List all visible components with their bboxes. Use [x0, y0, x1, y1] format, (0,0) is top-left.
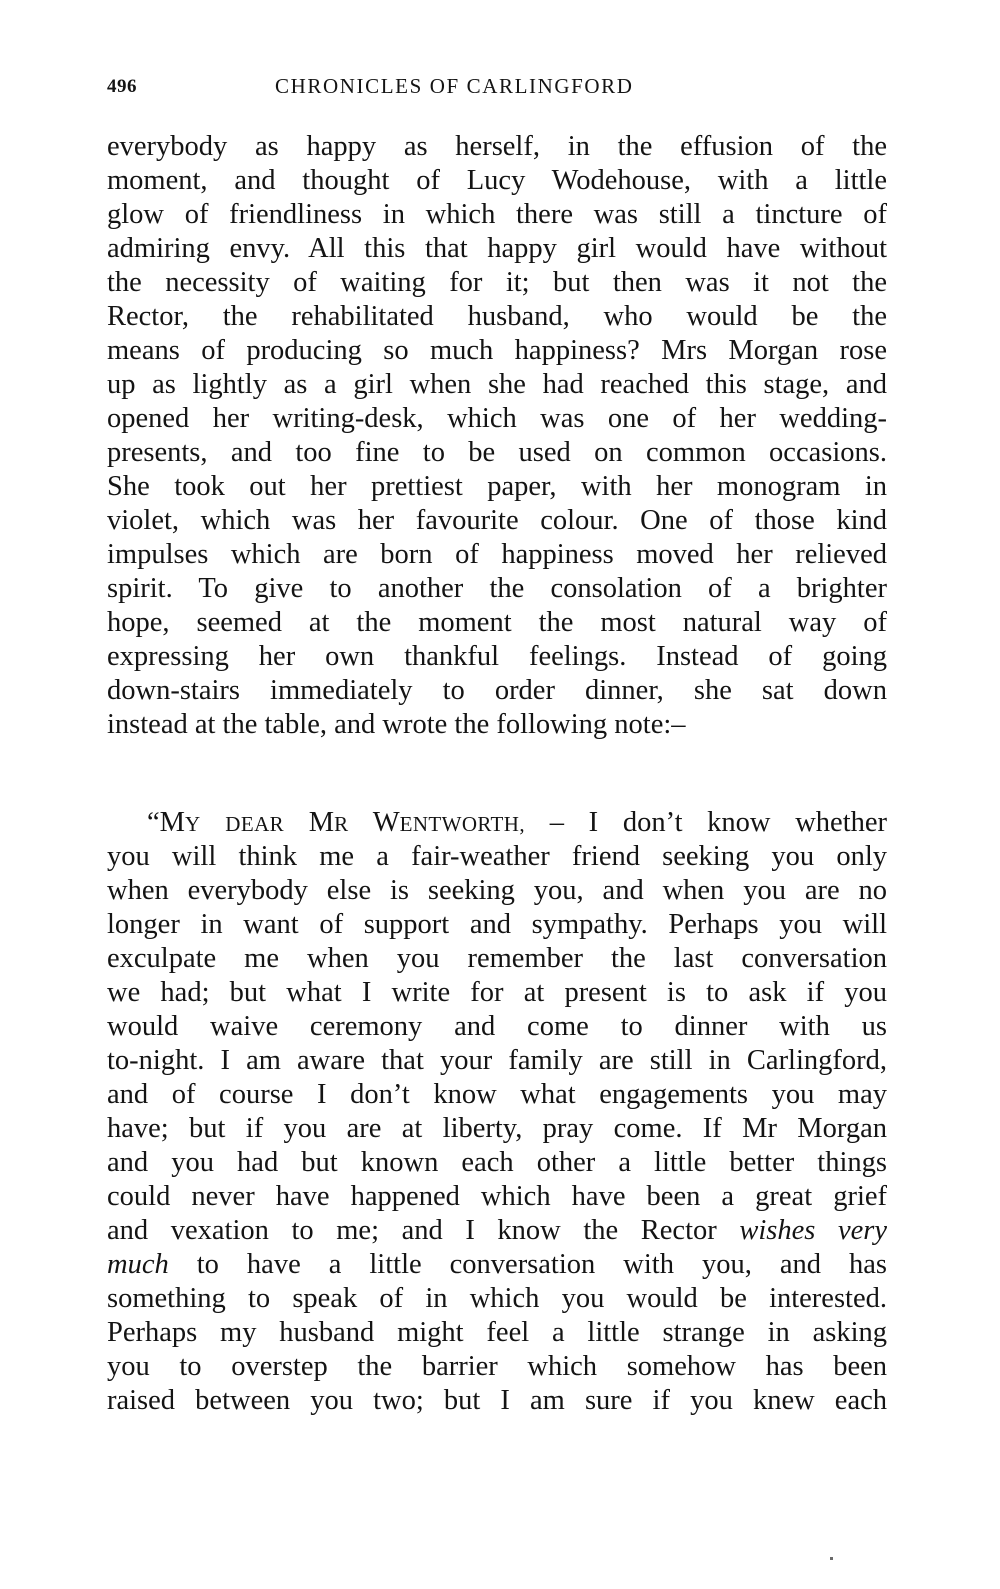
- text-line: and of course I don’t know what engagements you may: [107, 1079, 887, 1110]
- text-line: admiring envy. All this that happy girl would have without: [107, 233, 887, 264]
- text-line: you to overstep the barrier which somehow has been: [107, 1351, 887, 1382]
- salutation-after: – I don’t know whether: [525, 807, 887, 838]
- text-line: hope, seemed at the moment the most natural way of: [107, 607, 887, 638]
- text-line: means of producing so much happiness? Mrs Morgan rose: [107, 335, 887, 366]
- print-speck: [830, 1557, 833, 1560]
- text-line: Perhaps my husband might feel a little strange in asking: [107, 1317, 887, 1348]
- text-line: you will think me a fair-weather friend seeking you only: [107, 841, 887, 872]
- salutation-name: WENTWORTH,: [372, 807, 526, 838]
- text-line: She took out her prettiest paper, with her monogram in: [107, 471, 887, 502]
- emphasis-text: much: [107, 1249, 169, 1280]
- text-line-emphasis: and vexation to me; and I know the Rector wishes very: [107, 1215, 887, 1246]
- text-line: presents, and too fine to be used on common occasions.: [107, 437, 887, 468]
- text-line: glow of friendliness in which there was still a tincture of: [107, 199, 887, 230]
- emphasis-text: wishes very: [739, 1215, 887, 1246]
- running-head: [107, 74, 887, 102]
- salutation-mr: MR: [308, 807, 349, 838]
- text-line: moment, and thought of Lucy Wodehouse, with a little: [107, 165, 887, 196]
- text-line: something to speak of in which you would be interested.: [107, 1283, 887, 1314]
- text-line: could never have happened which have been a great grief: [107, 1181, 887, 1212]
- salutation-dear: DEAR: [225, 812, 285, 836]
- text-line: violet, which was her favourite colour. One of those kind: [107, 505, 887, 536]
- paragraph-gap: [107, 742, 887, 806]
- letter-salutation-line: [107, 806, 887, 840]
- text-line: impulses which are born of happiness moved her relieved: [107, 539, 887, 570]
- body-text: [107, 130, 887, 1418]
- letter-paragraph: [107, 806, 887, 1418]
- salutation-my: MY: [159, 807, 201, 838]
- open-quote: “: [147, 807, 160, 838]
- text-line: exculpate me when you remember the last conversation: [107, 943, 887, 974]
- text-line: up as lightly as a girl when she had reached this stage, and: [107, 369, 887, 400]
- text-line: to-night. I am aware that your family are still in Carlingford,: [107, 1045, 887, 1076]
- text-line: Rector, the rehabilitated husband, who would be the: [107, 301, 887, 332]
- book-title: CHRONICLES OF CARLINGFORD: [275, 74, 634, 98]
- text-line: opened her writing-desk, which was one of her wedding-: [107, 403, 887, 434]
- text-line: we had; but what I write for at present is to ask if you: [107, 977, 887, 1008]
- text-line: raised between you two; but I am sure if you knew each: [107, 1385, 887, 1416]
- text-line: spirit. To give to another the consolation of a brighter: [107, 573, 887, 604]
- text-line: would waive ceremony and come to dinner with us: [107, 1011, 887, 1042]
- text-line: when everybody else is seeking you, and when you are no: [107, 875, 887, 906]
- text-line: instead at the table, and wrote the following note:–: [107, 709, 686, 740]
- text-line: expressing her own thankful feelings. Instead of going: [107, 641, 887, 672]
- text-line: the necessity of waiting for it; but then was it not the: [107, 267, 887, 298]
- text-line: have; but if you are at liberty, pray come. If Mr Morgan: [107, 1113, 887, 1144]
- narrative-paragraph: [107, 130, 887, 742]
- text-line: longer in want of support and sympathy. Perhaps you will: [107, 909, 887, 940]
- text-line: down-stairs immediately to order dinner, she sat down: [107, 675, 887, 706]
- page-number: 496: [107, 76, 137, 97]
- text-line: everybody as happy as herself, in the effusion of the: [107, 131, 887, 162]
- text-line: and you had but known each other a little better things: [107, 1147, 887, 1178]
- text-line-emphasis: much to have a little conversation with you, and has: [107, 1249, 887, 1280]
